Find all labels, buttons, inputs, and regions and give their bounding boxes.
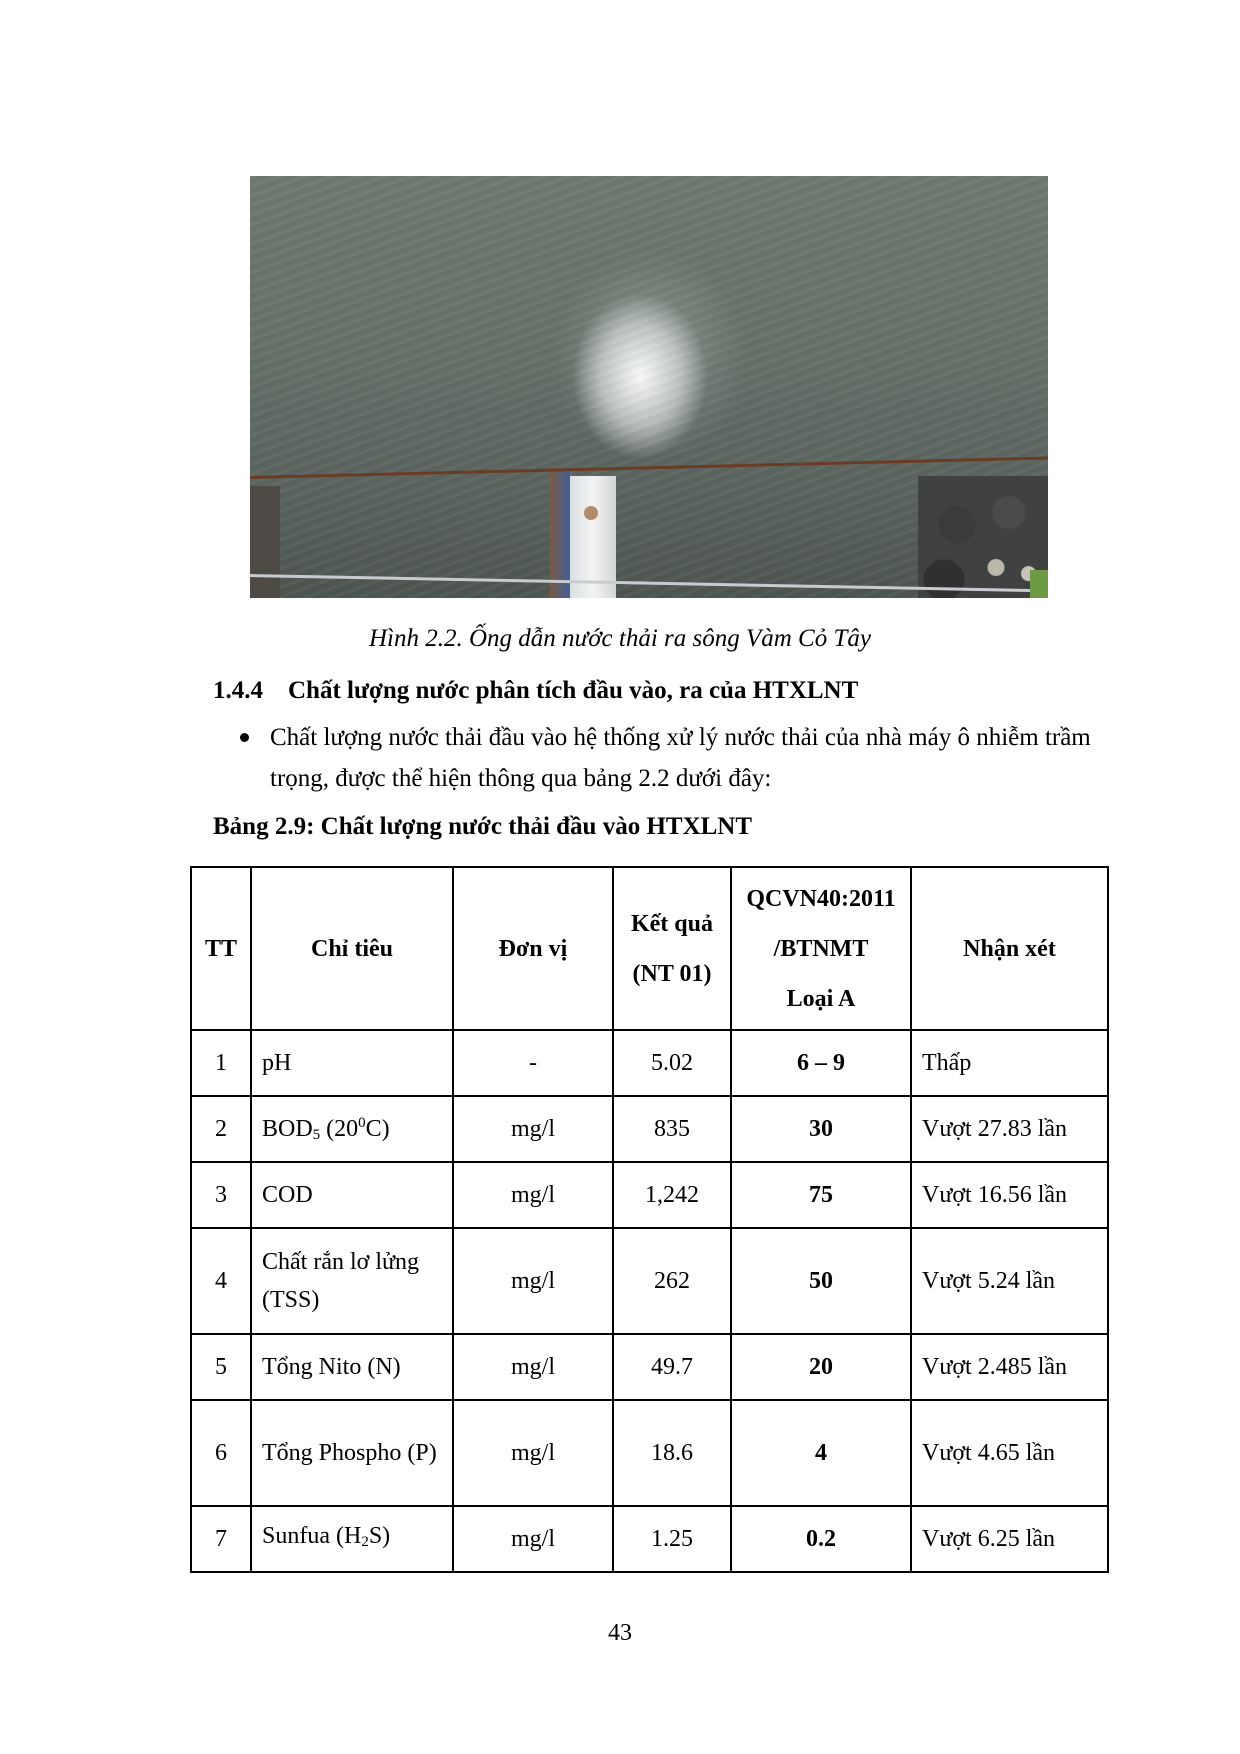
cell-tt: 1 xyxy=(191,1030,251,1096)
table-row xyxy=(191,1400,1108,1506)
figure-caption: Hình 2.2. Ống dẫn nước thải ra sông Vàm Cỏ Tây xyxy=(369,625,871,652)
cell-name: Tổng Nito (N) xyxy=(251,1334,453,1400)
cell-tt: 4 xyxy=(191,1228,251,1334)
cell-result: 835 xyxy=(613,1096,731,1162)
rocks-right-bank xyxy=(918,476,1048,598)
header-standard xyxy=(731,867,911,1030)
cell-name xyxy=(251,1506,453,1572)
foliage xyxy=(1030,570,1048,598)
name-text: BOD xyxy=(262,1116,313,1142)
left-bank xyxy=(250,486,280,598)
header-tt: TT xyxy=(191,867,251,1030)
cell-note: Vượt 2.485 lần xyxy=(911,1334,1108,1400)
page-number: 43 xyxy=(608,1620,632,1646)
cell-name: Chất rắn lơ lửng (TSS) xyxy=(251,1228,453,1334)
bullet-paragraph xyxy=(240,717,1120,799)
header-result xyxy=(613,867,731,1030)
cell-result: 1,242 xyxy=(613,1162,731,1228)
table-row xyxy=(191,1228,1108,1334)
section-number: 1.4.4 xyxy=(213,677,263,704)
cell-name: pH xyxy=(251,1030,453,1096)
table-row xyxy=(191,1162,1108,1228)
section-heading xyxy=(213,677,858,705)
cell-note: Vượt 5.24 lần xyxy=(911,1228,1108,1334)
cell-unit: mg/l xyxy=(453,1506,613,1572)
wastewater-discharge-photo xyxy=(250,176,1048,598)
cell-result: 49.7 xyxy=(613,1334,731,1400)
cell-result: 5.02 xyxy=(613,1030,731,1096)
cell-standard: 0.2 xyxy=(731,1506,911,1572)
table-title: Bảng 2.9: Chất lượng nước thải đầu vào HTXLNT xyxy=(213,813,753,840)
table-row xyxy=(191,1334,1108,1400)
name-end: S) xyxy=(368,1523,391,1549)
cell-result: 18.6 xyxy=(613,1400,731,1506)
name-end: C) xyxy=(365,1116,390,1142)
cell-tt: 5 xyxy=(191,1334,251,1400)
cell-note: Thấp xyxy=(911,1030,1108,1096)
cell-tt: 7 xyxy=(191,1506,251,1572)
header-note: Nhận xét xyxy=(911,867,1108,1030)
header-standard-line2: /BTNMT xyxy=(773,935,869,962)
cell-tt: 6 xyxy=(191,1400,251,1506)
cell-result: 262 xyxy=(613,1228,731,1334)
cell-name: Tổng Phospho (P) xyxy=(251,1400,453,1506)
cell-note: Vượt 6.25 lần xyxy=(911,1506,1108,1572)
bullet-text: Chất lượng nước thải đầu vào hệ thống xử lý nước thải của nhà máy ô nhiễm trầm trọng, được thể hiện thông qua bảng 2.2 dưới đây: xyxy=(270,724,1091,792)
cell-unit: mg/l xyxy=(453,1228,613,1334)
subscript: 5 xyxy=(312,1127,321,1143)
header-result-line1: Kết quả xyxy=(630,910,713,937)
header-standard-line1: QCVN40:2011 xyxy=(746,885,896,912)
table-row xyxy=(191,1030,1108,1096)
superscript: 0 xyxy=(358,1115,366,1131)
cell-unit: mg/l xyxy=(453,1400,613,1506)
cell-tt: 3 xyxy=(191,1162,251,1228)
cell-standard: 50 xyxy=(731,1228,911,1334)
name-text: Sunfua (H xyxy=(262,1523,362,1549)
cell-note: Vượt 4.65 lần xyxy=(911,1400,1108,1506)
table-header-row xyxy=(191,867,1108,1030)
pipe-bolt xyxy=(584,506,598,520)
cell-standard: 6 – 9 xyxy=(731,1030,911,1096)
table-row xyxy=(191,1096,1108,1162)
cell-unit: mg/l xyxy=(453,1162,613,1228)
cell-standard: 75 xyxy=(731,1162,911,1228)
cell-tt: 2 xyxy=(191,1096,251,1162)
water-quality-table xyxy=(190,866,1109,1573)
header-result-line2: (NT 01) xyxy=(632,960,712,987)
cell-result: 1.25 xyxy=(613,1506,731,1572)
header-unit: Đơn vị xyxy=(453,867,613,1030)
header-name: Chỉ tiêu xyxy=(251,867,453,1030)
table-row xyxy=(191,1506,1108,1572)
cell-unit: mg/l xyxy=(453,1334,613,1400)
cell-standard: 30 xyxy=(731,1096,911,1162)
cell-unit: - xyxy=(453,1030,613,1096)
cell-name: COD xyxy=(251,1162,453,1228)
cell-note: Vượt 27.83 lần xyxy=(911,1096,1108,1162)
cell-note: Vượt 16.56 lần xyxy=(911,1162,1108,1228)
cell-standard: 4 xyxy=(731,1400,911,1506)
subscript: 2 xyxy=(361,1534,369,1550)
header-standard-line3: Loại A xyxy=(786,985,856,1012)
cell-standard: 20 xyxy=(731,1334,911,1400)
cell-name xyxy=(251,1096,453,1162)
pipe-frame xyxy=(550,468,570,598)
section-title: Chất lượng nước phân tích đầu vào, ra của HTXLNT xyxy=(288,677,859,704)
bullet-icon xyxy=(240,733,249,742)
name-suffix: (20 xyxy=(320,1116,359,1142)
cell-unit: mg/l xyxy=(453,1096,613,1162)
